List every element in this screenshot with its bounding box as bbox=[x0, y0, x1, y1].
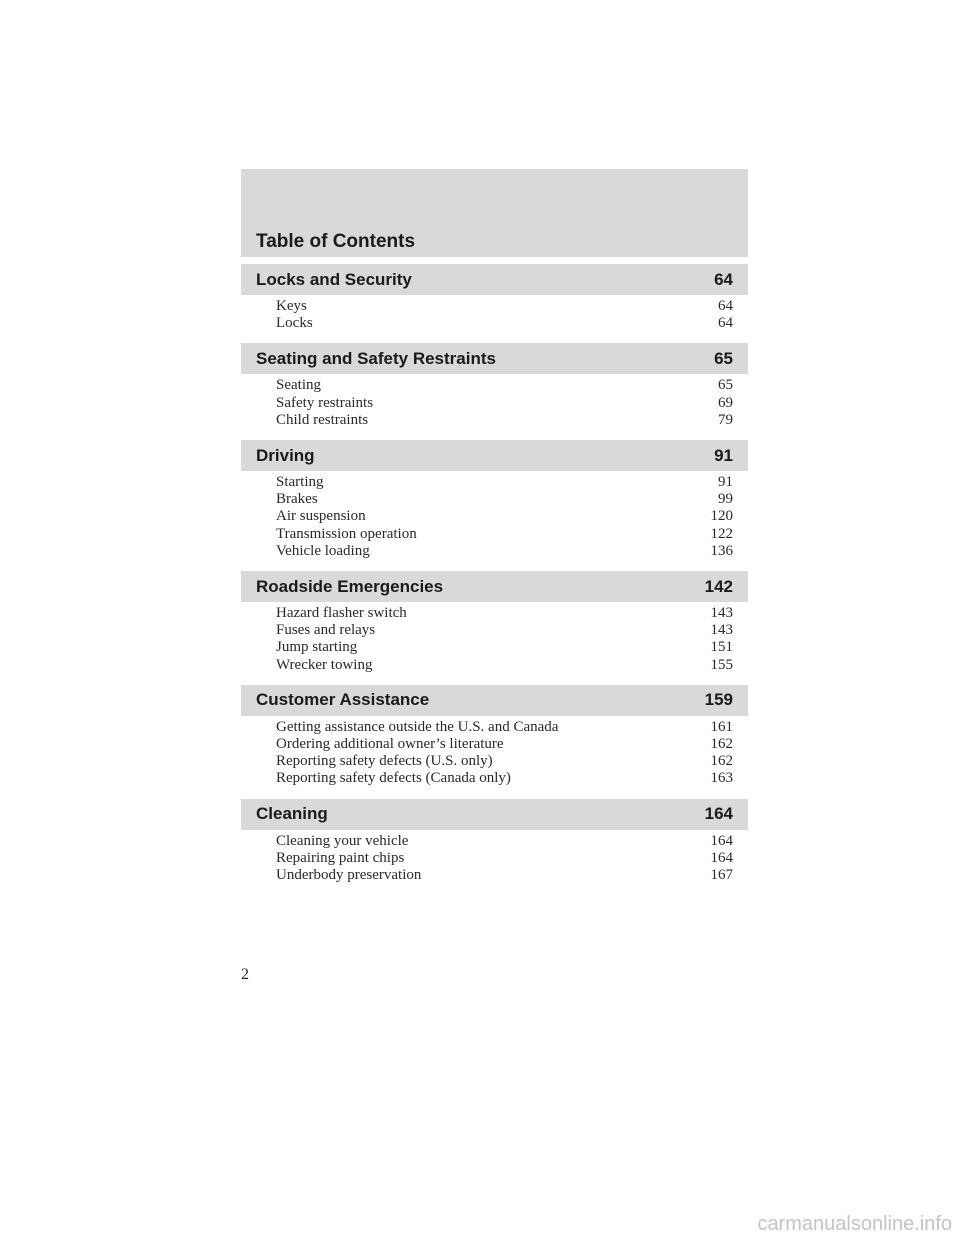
entry-label: Reporting safety defects (U.S. only) bbox=[276, 753, 493, 770]
entry-label: Locks bbox=[276, 315, 313, 332]
entry-label: Keys bbox=[276, 298, 307, 314]
entry-label: Underbody preservation bbox=[276, 867, 422, 884]
toc-section bbox=[241, 343, 748, 440]
toc-section bbox=[241, 799, 748, 896]
toc-entry[interactable] bbox=[276, 412, 733, 429]
section-heading[interactable] bbox=[241, 685, 748, 716]
entry-page: 161 bbox=[710, 718, 733, 735]
section-page: 159 bbox=[704, 690, 733, 710]
section-title: Driving bbox=[256, 445, 315, 465]
entry-page: 120 bbox=[710, 508, 733, 525]
section-page: 65 bbox=[714, 348, 733, 368]
entry-label: Brakes bbox=[276, 491, 318, 508]
entry-page: 163 bbox=[710, 770, 733, 787]
section-title: Roadside Emergencies bbox=[256, 576, 444, 596]
toc-section bbox=[241, 685, 748, 799]
entry-label: Safety restraints bbox=[276, 394, 374, 411]
entry-label: Child restraints bbox=[276, 411, 369, 428]
toc-section bbox=[241, 440, 748, 571]
page-title: Table of Contents bbox=[256, 231, 416, 252]
entry-label: Reporting safety defects (Canada only) bbox=[276, 770, 511, 787]
section-title: Cleaning bbox=[256, 804, 328, 824]
entry-label: Fuses and relays bbox=[276, 622, 376, 639]
entry-label: Transmission operation bbox=[276, 525, 417, 542]
toc-entry[interactable] bbox=[276, 508, 733, 525]
toc-entry[interactable] bbox=[276, 298, 733, 315]
toc-entry[interactable] bbox=[276, 543, 733, 560]
entry-page: 151 bbox=[710, 639, 733, 656]
entry-page: 64 bbox=[718, 315, 733, 332]
entry-page: 91 bbox=[718, 474, 733, 491]
toc-entry[interactable] bbox=[276, 474, 733, 491]
entry-label: Seating bbox=[276, 377, 321, 394]
entry-label: Air suspension bbox=[276, 508, 366, 525]
section-heading[interactable] bbox=[241, 440, 748, 471]
toc-section bbox=[241, 264, 748, 343]
entry-page: 64 bbox=[718, 298, 733, 314]
entry-label: Starting bbox=[276, 474, 324, 491]
section-heading[interactable] bbox=[241, 571, 748, 602]
toc-entry[interactable] bbox=[276, 315, 733, 332]
entry-page: 69 bbox=[718, 394, 733, 411]
toc-entry[interactable] bbox=[276, 719, 733, 736]
section-heading[interactable] bbox=[241, 799, 748, 830]
entry-page: 164 bbox=[710, 849, 733, 866]
section-heading[interactable] bbox=[241, 264, 748, 295]
entry-page: 65 bbox=[718, 377, 733, 394]
entry-label: Cleaning your vehicle bbox=[276, 832, 409, 849]
toc-entry[interactable] bbox=[276, 770, 733, 787]
section-page: 164 bbox=[704, 804, 733, 824]
toc-entry[interactable] bbox=[276, 867, 733, 884]
section-page: 64 bbox=[714, 269, 733, 289]
entry-label: Getting assistance outside the U.S. and Canada bbox=[276, 718, 559, 735]
entry-page: 122 bbox=[710, 525, 733, 542]
toc-entry[interactable] bbox=[276, 736, 733, 753]
entry-page: 79 bbox=[718, 411, 733, 428]
entry-page: 167 bbox=[710, 867, 733, 884]
section-page: 91 bbox=[714, 445, 733, 465]
entry-page: 164 bbox=[710, 832, 733, 849]
toc-section bbox=[241, 571, 748, 685]
section-title: Locks and Security bbox=[256, 269, 412, 289]
toc-entry[interactable] bbox=[276, 753, 733, 770]
entry-page: 162 bbox=[710, 753, 733, 770]
section-page: 142 bbox=[704, 576, 733, 596]
section-title: Seating and Safety Restraints bbox=[256, 348, 496, 368]
toc-entry[interactable] bbox=[276, 395, 733, 412]
entry-label: Ordering additional owner’s literature bbox=[276, 736, 504, 753]
entry-label: Jump starting bbox=[276, 639, 358, 656]
entry-page: 143 bbox=[710, 622, 733, 639]
entry-page: 136 bbox=[710, 542, 733, 559]
toc-list bbox=[241, 264, 748, 895]
toc-entry[interactable] bbox=[276, 622, 733, 639]
entry-label: Hazard flasher switch bbox=[276, 605, 407, 622]
toc-header bbox=[241, 169, 748, 257]
toc-entry[interactable] bbox=[276, 491, 733, 508]
entry-label: Wrecker towing bbox=[276, 656, 373, 673]
section-title: Customer Assistance bbox=[256, 690, 430, 710]
toc-entry[interactable] bbox=[276, 639, 733, 656]
entry-label: Vehicle loading bbox=[276, 542, 370, 559]
entry-page: 143 bbox=[710, 605, 733, 622]
toc-entry[interactable] bbox=[276, 526, 733, 543]
toc-entry[interactable] bbox=[276, 377, 733, 394]
toc-entry[interactable] bbox=[276, 850, 733, 867]
page-number: 2 bbox=[241, 966, 249, 983]
section-heading[interactable] bbox=[241, 343, 748, 374]
toc-entry[interactable] bbox=[276, 605, 733, 622]
toc-entry[interactable] bbox=[276, 833, 733, 850]
entry-label: Repairing paint chips bbox=[276, 849, 405, 866]
entry-page: 162 bbox=[710, 736, 733, 753]
watermark: carmanualsonline.info bbox=[757, 1213, 952, 1235]
entry-page: 155 bbox=[710, 656, 733, 673]
toc-entry[interactable] bbox=[276, 657, 733, 674]
entry-page: 99 bbox=[718, 491, 733, 508]
